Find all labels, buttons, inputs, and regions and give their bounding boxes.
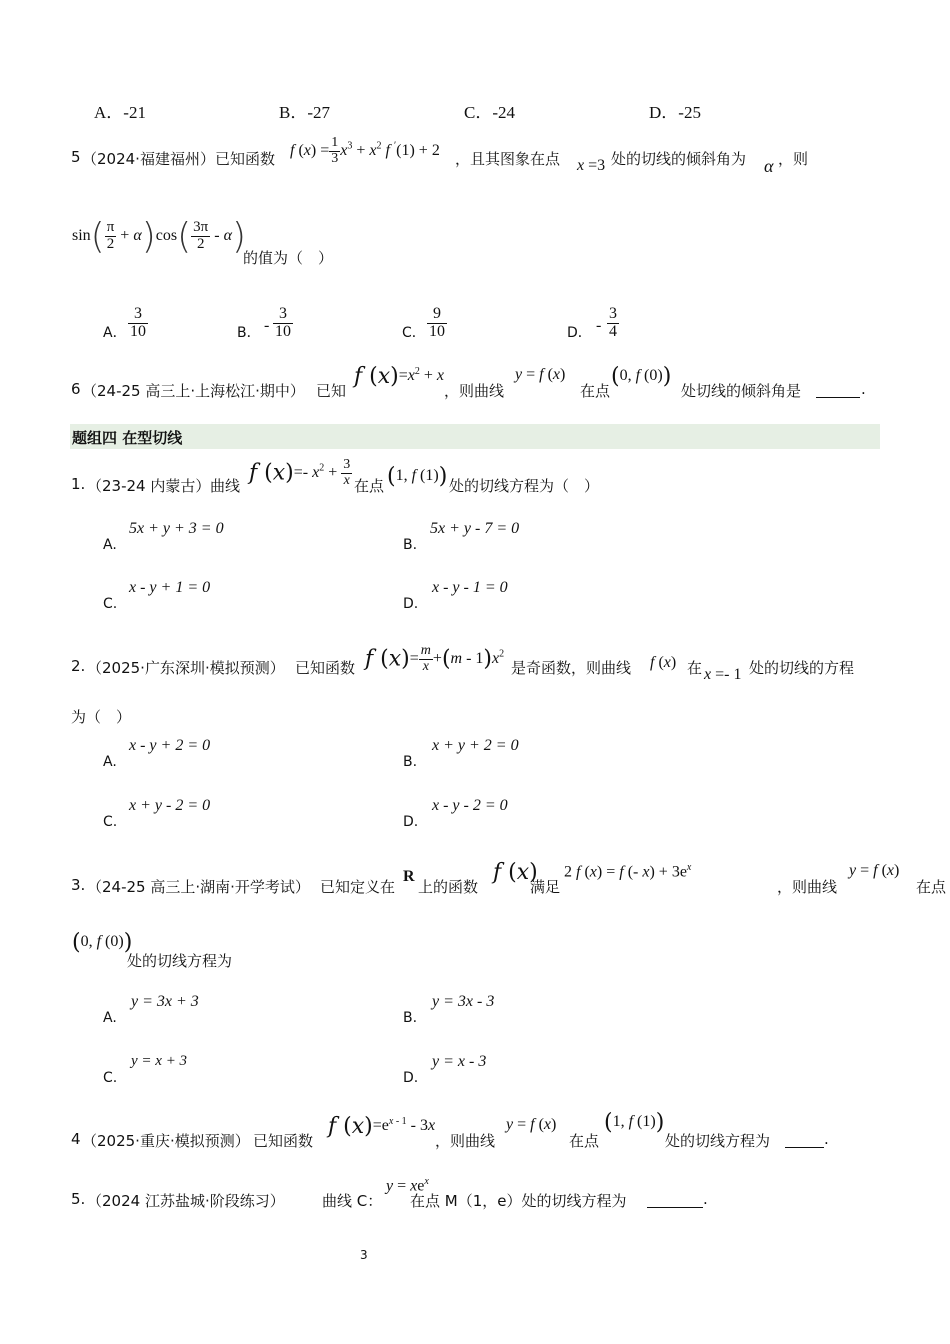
s4q3-condition-expr: 2 f (x) = f (- $x) + 3e^x$ [564,862,692,881]
prev-option-d: D．-25 [649,103,701,122]
q5-text-d: ，则 [778,150,809,168]
s4q5-answer-blank[interactable] [647,1190,703,1208]
s4q5-curve-expr: $y = xe^x$ [386,1176,429,1195]
q6-point-expr: (0, f (0)) [611,364,672,389]
q5-text-c: 处的切线的倾斜角为 [611,150,747,168]
s4q4-source: （2025·重庆·模拟预测） [82,1132,250,1150]
section-header [70,424,880,449]
q5-alpha: α [764,156,774,176]
q6-answer-blank[interactable] [816,380,860,398]
s4q4-point-expr: (1, f (1)) [604,1110,665,1135]
q5-text-a: 已知函数 [215,150,276,168]
s4q1-point-expr: (1, f (1)) [387,464,448,489]
prev-option-b: B．-27 [279,103,330,122]
q6-function-expr: f $(x)=x^2 + x$ [354,364,445,389]
s4q4-answer-blank[interactable] [785,1130,824,1148]
prev-option-a: A．-21 [94,103,146,122]
q5-function-expr: f (x) = $\frac{1}{3}$ $x^3 + x^2$ f ′(1) + 2 [290,135,440,166]
s4q2-source: （2025·广东深圳·模拟预测） [87,659,285,677]
s4q5-source: （2024 江苏盐城·阶段练习） [87,1192,285,1210]
q5-text-e: 的值为（ ） [243,249,334,267]
s4q2-function-expr: f (x)= $\frac{m}{x}$ $+(m - 1)x^2$ [365,643,505,674]
s4q4-function-expr: f $(x)=e^{x - 1} - 3x$ [328,1114,436,1139]
q5-number: 5 [71,148,81,166]
prev-option-c: C．-24 [464,103,515,122]
q5-source: （2024·福建福州） [82,150,215,168]
s4q1-function-expr: f (x)=- $x^2$ + $\frac{3}{x}$ [249,457,351,488]
q5-trig-expr: sin( $\frac{\pi}{2}$ + α)cos( $\frac{3\pi}{2}$ - α) [72,216,247,257]
page-number: 3 [360,1248,368,1262]
s4q4-line: 4 （2025·重庆·模拟预测） 已知函数 f $(x)=e^{x - 1} - 3x$ ，则曲线 y = f (x) 在点 (1, f (1)) 处的切线方程为 . [71,1110,829,1150]
q6-line: 6 （24-25 高三上·上海松江·期中） 已知 f $(x)=x^2 + x$ ，则曲线 y = f (x) 在点 (0, f (0)) 处切线的倾斜角是 . [71,364,866,400]
s4q3-point-expr: (0, f (0)) [72,930,133,955]
s4q1-source: （23-24 内蒙古） [87,477,211,495]
s4q5-line: 5. （2024 江苏盐城·阶段练习） 曲线 C： $y = xe^x$ 在点 M（1，e）处的切线方程为 . [71,1176,708,1210]
section-title: 题组四 在型切线 [72,429,183,447]
s4q3-set-r: R [403,868,415,885]
q5-text-b: ，且其图象在点 [455,150,561,168]
q5-point-expr: x =3 [577,157,606,174]
s4q2-line2: 为（ ） [71,708,132,726]
q6-source: （24-25 高三上·上海松江·期中） [82,382,305,400]
s4q3-source: （24-25 高三上·湖南·开学考试） [87,878,310,896]
q6-curve-expr: y = f (x) [515,366,566,383]
